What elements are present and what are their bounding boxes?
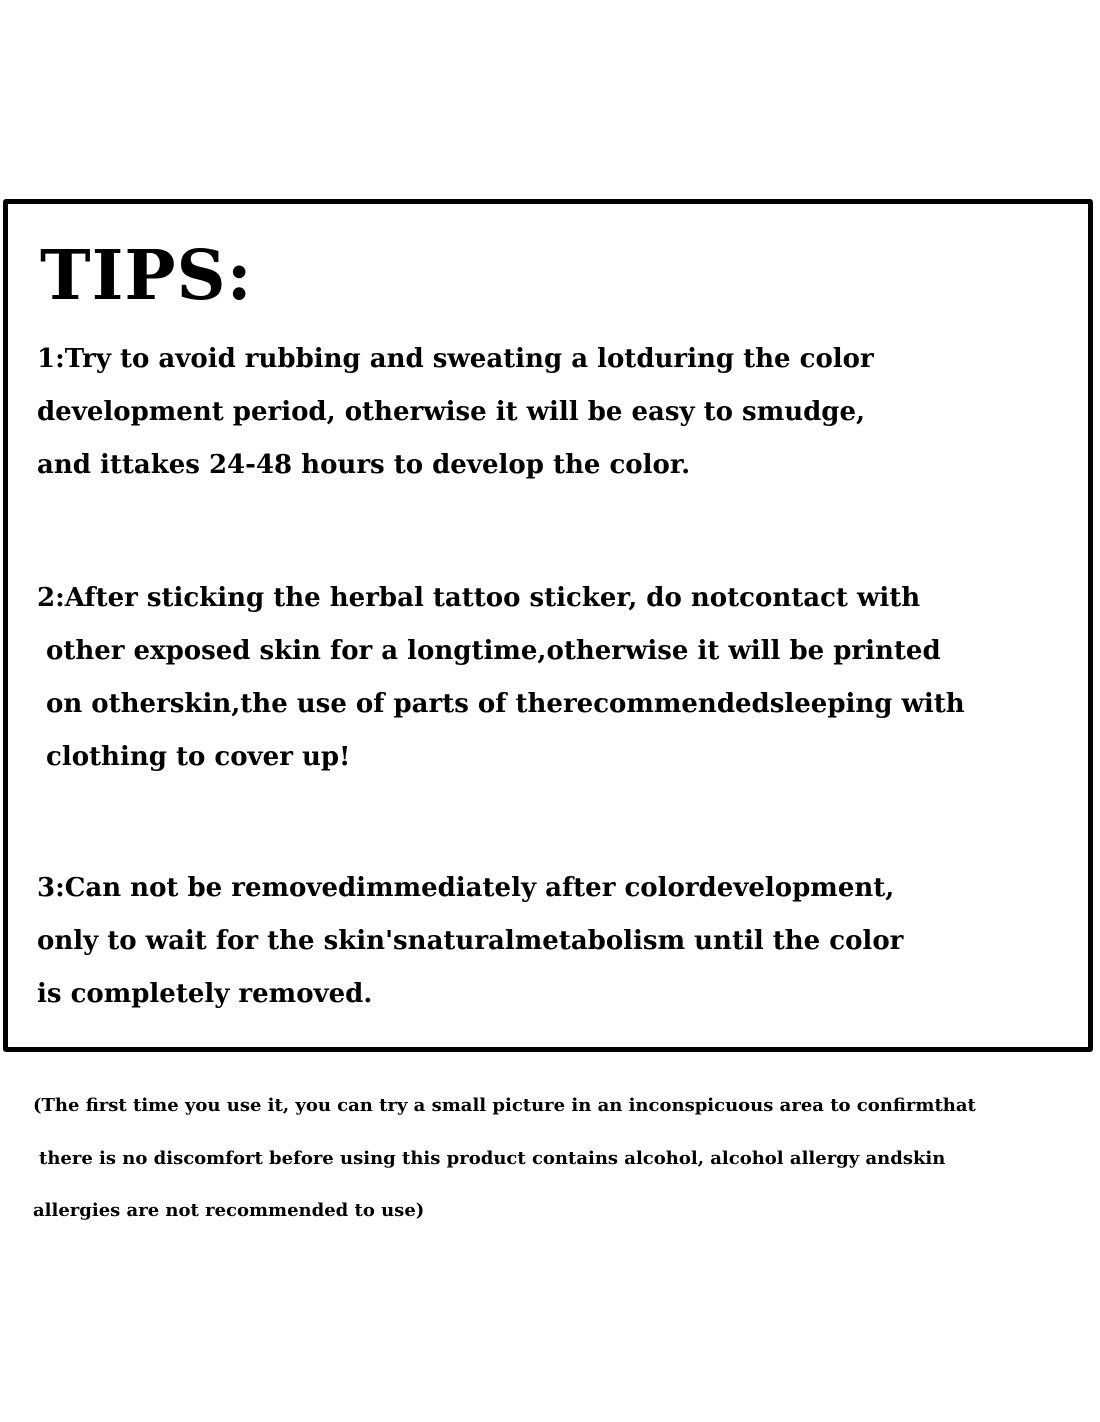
tip2-line-3: on otherskin,the use of parts of therecommendedsleeping with xyxy=(46,689,965,719)
tips-box xyxy=(3,199,1093,1052)
tip1-line-3: and ittakes 24-48 hours to develop the color. xyxy=(37,450,691,480)
tip1-line-2: development period, otherwise it will be easy to smudge, xyxy=(37,397,866,427)
note-line-3: allergies are not recommended to use) xyxy=(33,1200,425,1221)
tip2-line-1: 2:After sticking the herbal tattoo sticker, do notcontact with xyxy=(37,583,921,613)
tip3-line-2: only to wait for the skin'snaturalmetabolism until the color xyxy=(37,926,904,956)
tip1-line-1: 1:Try to avoid rubbing and sweating a lotduring the color xyxy=(37,344,874,374)
tip2-line-4: clothing to cover up! xyxy=(46,742,351,772)
tip2-line-2: other exposed skin for a longtime,otherwise it will be printed xyxy=(46,636,941,666)
tips-title: TIPS: xyxy=(40,236,253,316)
note-line-2: there is no discomfort before using this product contains alcohol, alcohol allergy andskin xyxy=(39,1148,946,1169)
tip3-line-1: 3:Can not be removedimmediately after colordevelopment, xyxy=(37,873,895,903)
note-line-1: (The first time you use it, you can try a small picture in an inconspicuous area to confirmthat xyxy=(33,1095,976,1116)
tip3-line-3: is completely removed. xyxy=(37,979,373,1009)
